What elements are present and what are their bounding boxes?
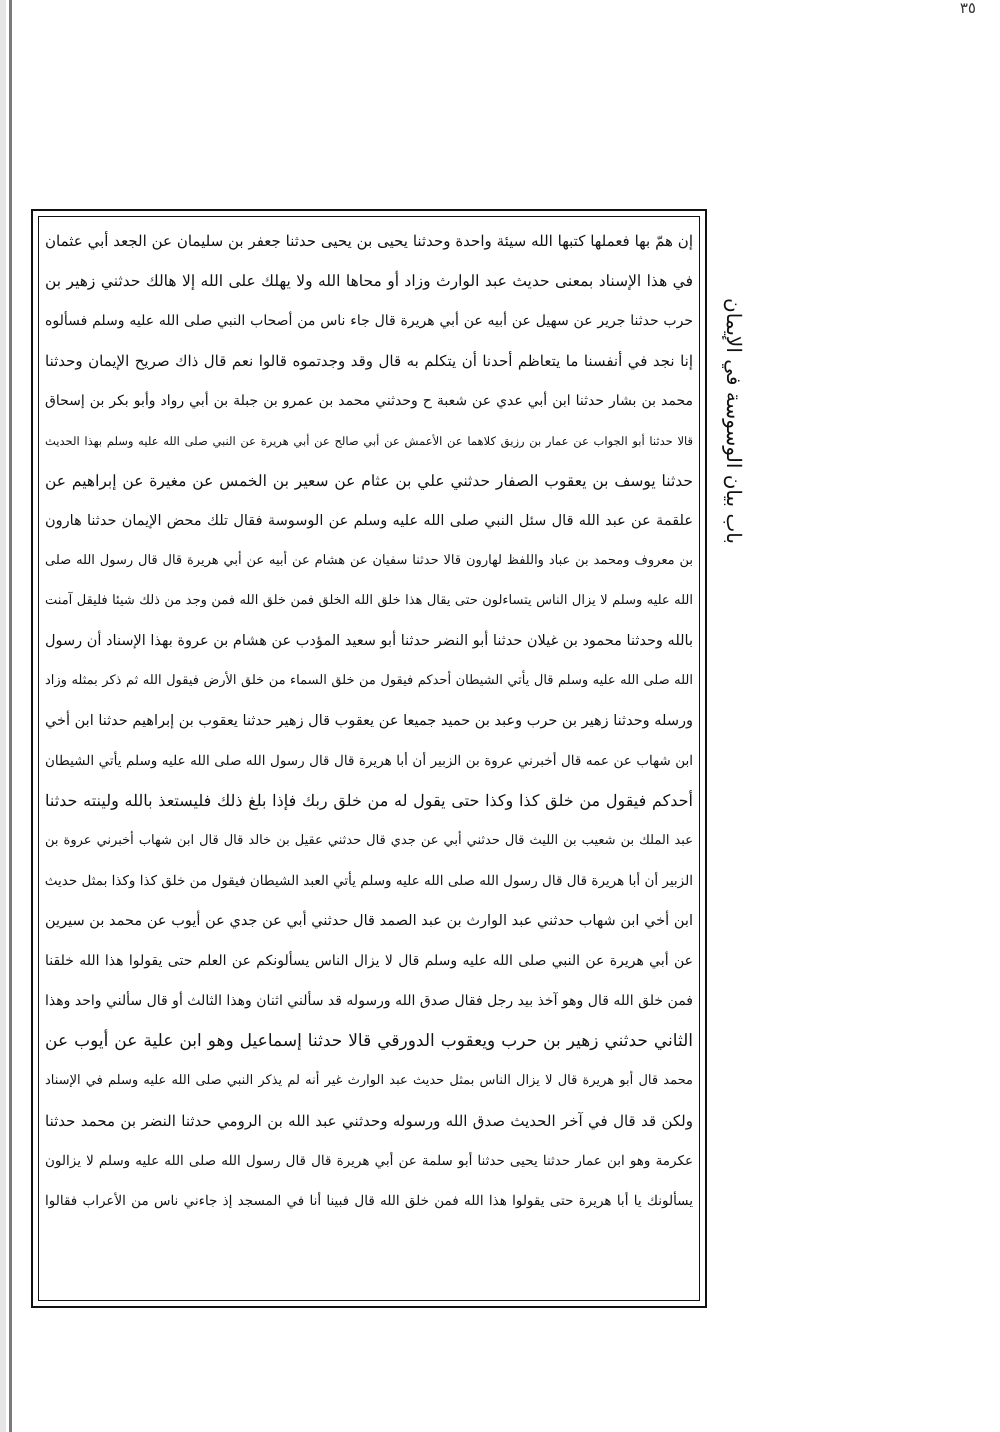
page-edge-shadow xyxy=(0,0,6,1432)
text-line: ورسله وحدثنا زهير بن حرب وعبد بن حميد جميعا عن يعقوب قال زهير حدثنا يعقوب بن إبراهيم حدثنا ابن أخي xyxy=(45,713,693,729)
page-edge xyxy=(9,0,12,1432)
text-line: بالله وحدثنا محمود بن غيلان حدثنا أبو النضر حدثنا أبو سعيد المؤدب عن هشام بن عروة بهذا الإسناد أن رسول xyxy=(45,633,693,649)
text-line: فمن خلق الله قال وهو آخذ بيد رجل فقال صدق الله ورسوله قد سألني اثنان وهذا الثالث أو قال سألني واحد وهذا xyxy=(45,993,693,1009)
text-line: الثاني حدثني زهير بن حرب ويعقوب الدورقي قالا حدثنا إسماعيل وهو ابن علية عن أيوب عن xyxy=(45,1031,693,1051)
text-line: محمد بن بشار حدثنا ابن أبي عدي عن شعبة ح وحدثني محمد بن عمرو بن جبلة بن أبي رواد وأبو بكر بن إسحاق xyxy=(45,393,693,409)
text-line: حدثنا يوسف بن يعقوب الصفار حدثني علي بن عثام عن سعير بن الخمس عن مغيرة عن إبراهيم عن xyxy=(45,472,693,490)
text-line: الله عليه وسلم لا يزال الناس يتساءلون حتى يقال هذا خلق الله الخلق فمن خلق الله فمن وجد من ذلك شيئا فليقل آمنت xyxy=(45,593,693,608)
text-line: إن همّ بها فعملها كتبها الله سيئة واحدة وحدثنا يحيى بن يحيى حدثنا جعفر بن سليمان عن الجعد أبي عثمان xyxy=(45,232,693,250)
text-line: عن أبي هريرة عن النبي صلى الله عليه وسلم قال لا يزال الناس يسألونكم عن العلم حتى يقولوا هذا الله خلقنا xyxy=(45,953,693,969)
text-line: ولكن قد قال في آخر الحديث صدق الله ورسوله وحدثني عبد الله بن الرومي حدثنا النضر بن محمد حدثنا xyxy=(45,1112,693,1130)
text-line: علقمة عن عبد الله قال سئل النبي صلى الله عليه وسلم عن الوسوسة فقال تلك محض الإيمان حدثنا هارون xyxy=(45,513,693,529)
text-line: بن معروف ومحمد بن عباد واللفظ لهارون قالا حدثنا سفيان عن هشام عن أبيه عن أبي هريرة قال قال رسول الله صلى xyxy=(45,553,693,568)
margin-heading: باب بيان الوسوسة في الإيمان xyxy=(722,298,746,544)
text-line: الزبير أن أبا هريرة قال قال رسول الله صلى الله عليه وسلم يأتي العبد الشيطان فيقول من خلق كذا وكذا بمثل حديث xyxy=(45,873,693,889)
text-line: عكرمة وهو ابن عمار حدثنا يحيى حدثنا أبو سلمة عن أبي هريرة قال قال رسول الله صلى الله عليه وسلم لا يزالون xyxy=(45,1153,693,1169)
text-line: أحدكم فيقول من خلق كذا وكذا حتى يقول له من خلق ربك فإذا بلغ ذلك فليستعذ بالله ولينته حدثنا xyxy=(45,791,693,810)
text-line: قالا حدثنا أبو الجواب عن عمار بن رزيق كلاهما عن الأعمش عن أبي صالح عن أبي هريرة عن النبي صلى الله عليه وسلم بهذا الحديث xyxy=(45,434,693,448)
text-line: إنا نجد في أنفسنا ما يتعاظم أحدنا أن يتكلم به قال وقد وجدتموه قالوا نعم قال ذاك صريح الإيمان وحدثنا xyxy=(45,352,693,370)
text-line: محمد قال أبو هريرة قال لا يزال الناس بمثل حديث عبد الوارث غير أنه لم يذكر النبي صلى الله عليه وسلم في الإسناد xyxy=(45,1073,693,1088)
text-line: في هذا الإسناد بمعنى حديث عبد الوارث وزاد أو محاها الله ولا يهلك على الله إلا هالك حدثني زهير بن xyxy=(45,272,693,290)
text-line: يسألونك يا أبا هريرة حتى يقولوا هذا الله فمن خلق الله قال فبينا أنا في المسجد إذ جاءني ناس من الأعراب فقالوا xyxy=(45,1193,693,1209)
folio-number: ٣٥ xyxy=(959,0,976,17)
text-line: الله صلى الله عليه وسلم قال يأتي الشيطان أحدكم فيقول من خلق السماء من خلق الأرض فيقول الله ثم ذكر بمثله وزاد xyxy=(45,673,693,688)
text-line: حرب حدثنا جرير عن سهيل عن أبيه عن أبي هريرة قال جاء ناس من أصحاب النبي صلى الله عليه وسلم فسألوه xyxy=(45,313,693,329)
text-block xyxy=(38,216,700,1301)
text-line: عبد الملك بن شعيب بن الليث قال حدثني أبي عن جدي قال حدثني عقيل بن خالد قال قال ابن شهاب أخبرني عروة بن xyxy=(45,833,693,848)
text-line: ابن شهاب عن عمه قال أخبرني عروة بن الزبير أن أبا هريرة قال قال رسول الله صلى الله عليه وسلم يأتي الشيطان xyxy=(45,753,693,769)
text-line: ابن أخي ابن شهاب حدثني عبد الوارث بن عبد الصمد قال حدثني أبي عن جدي عن أيوب عن محمد بن سيرين xyxy=(45,913,693,929)
